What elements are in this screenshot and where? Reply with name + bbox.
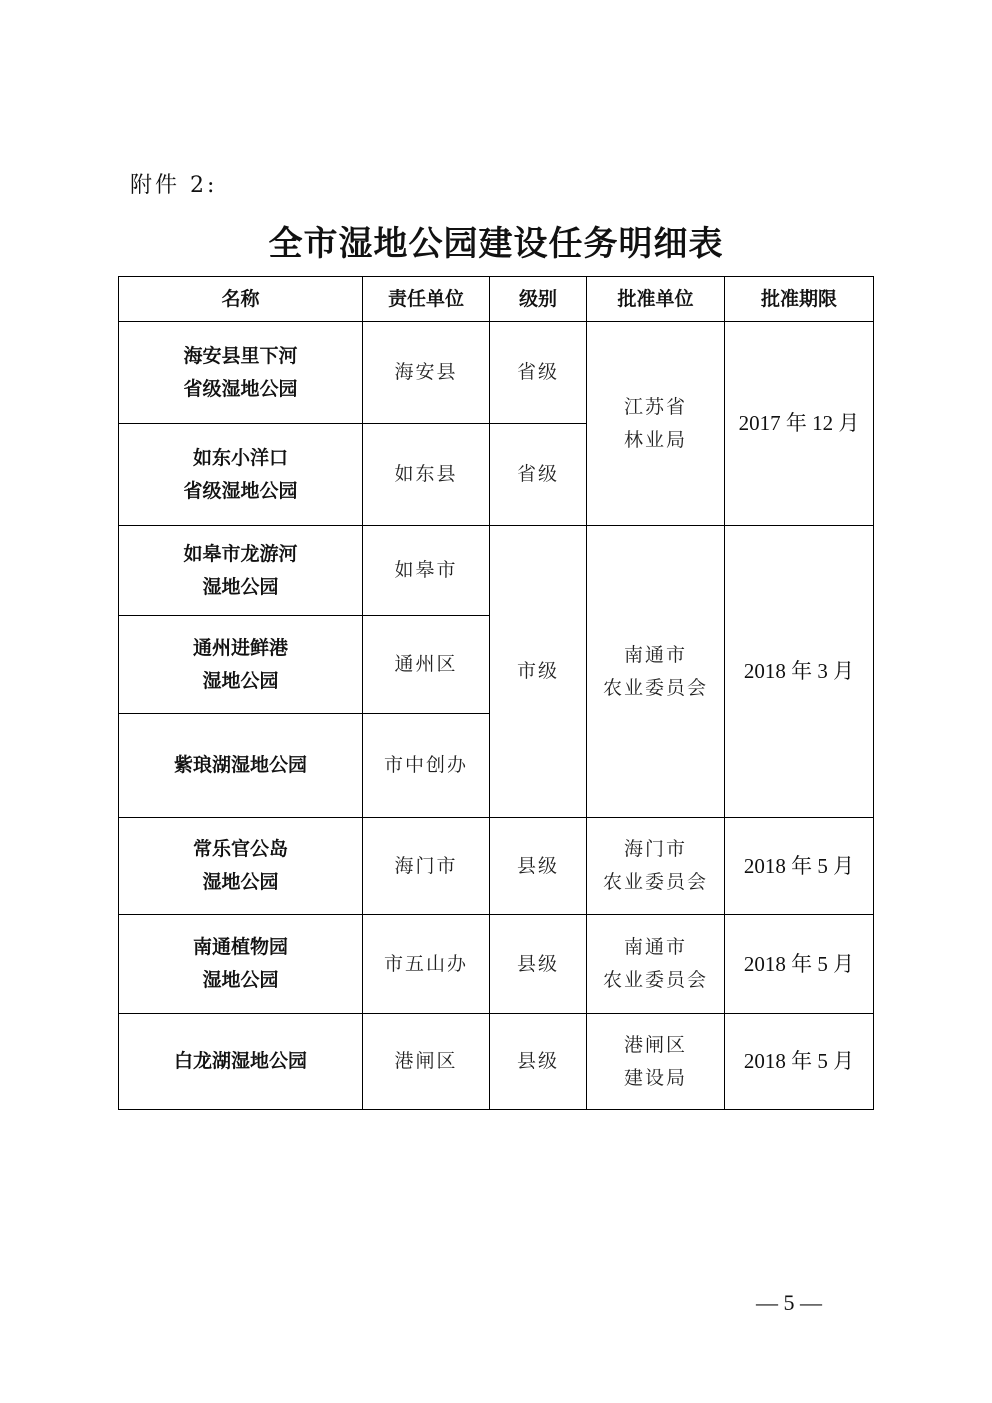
park-name-line: 省级湿地公园 <box>183 377 298 400</box>
approval-deadline-cell: 2018 年 5 月 <box>725 1014 874 1110</box>
approver-line: 南通市 <box>623 643 687 666</box>
table-row <box>119 322 874 424</box>
attachment-label: 附件 2: <box>130 173 218 198</box>
approver-line: 建设局 <box>623 1066 687 1089</box>
level-cell: 市级 <box>490 526 587 818</box>
approver-line: 港闸区 <box>623 1033 687 1056</box>
approver-line: 农业委员会 <box>602 871 708 893</box>
header-approving-unit: 批准单位 <box>587 277 725 322</box>
park-name-line: 紫琅湖湿地公园 <box>173 754 307 776</box>
park-name-cell <box>119 322 363 424</box>
approval-deadline-cell: 2018 年 3 月 <box>725 526 874 818</box>
header-name: 名称 <box>119 277 363 322</box>
document-title: 全市湿地公园建设任务明细表 <box>268 224 724 264</box>
approval-deadline-cell: 2017 年 12 月 <box>725 322 874 526</box>
park-name-line: 如皋市龙游河 <box>183 542 298 565</box>
park-name-line: 海安县里下河 <box>183 344 298 367</box>
park-name-line: 湿地公园 <box>202 871 279 893</box>
responsible-unit-cell: 市中创办 <box>363 714 490 818</box>
approver-line: 农业委员会 <box>602 676 708 699</box>
table-row <box>119 915 874 1014</box>
park-name-cell <box>119 424 363 526</box>
approver-line: 海门市 <box>623 838 687 860</box>
park-name-line: 常乐官公岛 <box>192 838 288 860</box>
park-name-cell <box>119 818 363 915</box>
responsible-unit-cell: 海安县 <box>363 322 490 424</box>
park-name-cell <box>119 526 363 616</box>
page-number: — 5 — <box>756 1290 822 1315</box>
responsible-unit-cell: 港闸区 <box>363 1014 490 1110</box>
approving-unit-cell <box>587 322 725 526</box>
level-cell: 省级 <box>490 322 587 424</box>
table-row <box>119 1014 874 1110</box>
approval-deadline-cell: 2018 年 5 月 <box>725 915 874 1014</box>
approving-unit-cell <box>587 818 725 915</box>
approving-unit-cell <box>587 1014 725 1110</box>
table-header-row <box>119 277 874 322</box>
level-cell: 县级 <box>490 818 587 915</box>
level-cell: 县级 <box>490 1014 587 1110</box>
approver-line: 林业局 <box>623 428 687 451</box>
approval-deadline-cell: 2018 年 5 月 <box>725 818 874 915</box>
approver-line: 农业委员会 <box>602 969 708 991</box>
responsible-unit-cell: 通州区 <box>363 616 490 714</box>
approving-unit-cell <box>587 526 725 818</box>
table-row <box>119 526 874 616</box>
responsible-unit-cell: 如东县 <box>363 424 490 526</box>
responsible-unit-cell: 海门市 <box>363 818 490 915</box>
park-name-line: 湿地公园 <box>202 669 279 692</box>
wetland-task-table <box>118 276 874 1110</box>
header-approval-deadline: 批准期限 <box>725 277 874 322</box>
approver-line: 南通市 <box>623 936 687 958</box>
level-cell: 县级 <box>490 915 587 1014</box>
park-name-cell <box>119 1014 363 1110</box>
park-name-line: 南通植物园 <box>192 936 288 958</box>
park-name-line: 湿地公园 <box>202 969 279 991</box>
approver-line: 江苏省 <box>623 395 687 418</box>
park-name-cell <box>119 714 363 818</box>
level-cell: 省级 <box>490 424 587 526</box>
responsible-unit-cell: 如皋市 <box>363 526 490 616</box>
park-name-cell <box>119 616 363 714</box>
approving-unit-cell <box>587 915 725 1014</box>
park-name-line: 如东小洋口 <box>192 446 288 469</box>
park-name-line: 白龙湖湿地公园 <box>173 1050 307 1072</box>
table-row <box>119 818 874 915</box>
header-level: 级别 <box>490 277 587 322</box>
park-name-line: 湿地公园 <box>202 575 279 598</box>
park-name-line: 通州进鲜港 <box>192 636 288 659</box>
park-name-line: 省级湿地公园 <box>183 479 298 502</box>
responsible-unit-cell: 市五山办 <box>363 915 490 1014</box>
park-name-cell <box>119 915 363 1014</box>
header-responsible-unit: 责任单位 <box>363 277 490 322</box>
